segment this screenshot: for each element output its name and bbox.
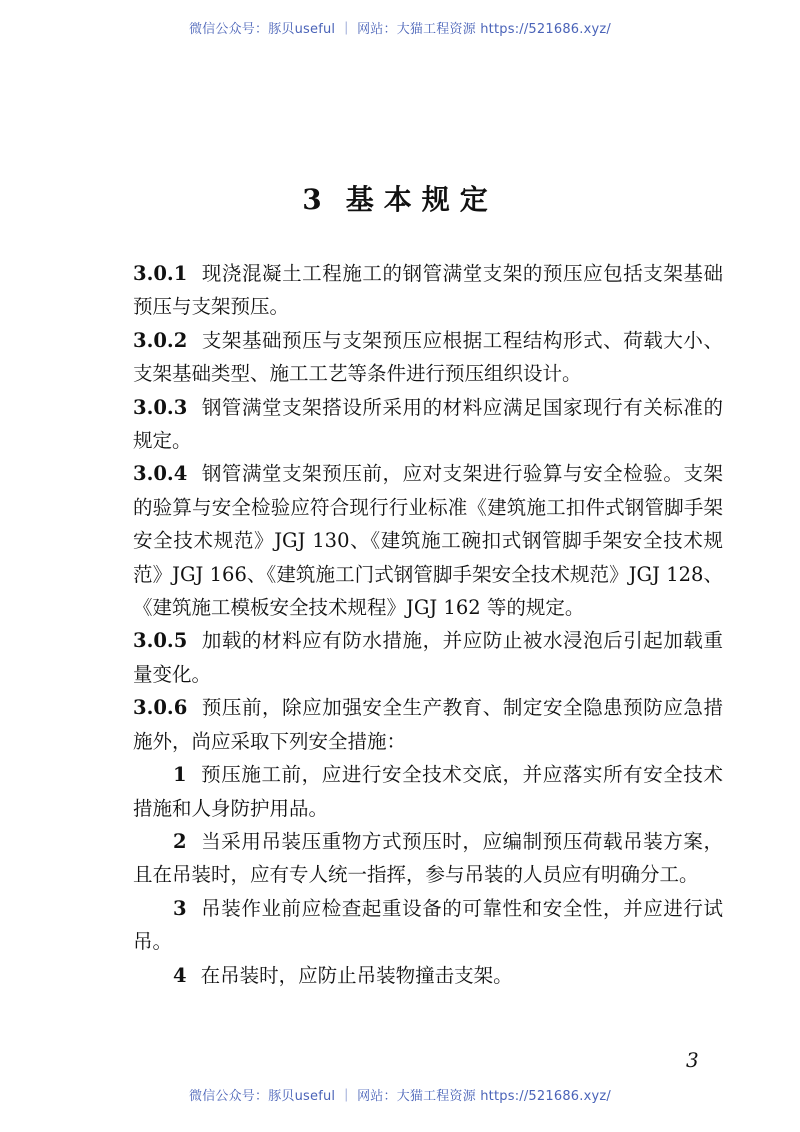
page-number: 3 <box>686 1048 699 1072</box>
list-item <box>133 959 723 992</box>
clause-3-0-3 <box>133 391 723 458</box>
chapter-title-text: 基本规定 <box>345 183 498 216</box>
item-number: 4 <box>173 963 187 987</box>
clause-3-0-1 <box>133 257 723 324</box>
chapter-number: 3 <box>302 183 332 216</box>
clause-number: 3.0.6 <box>133 696 188 720</box>
clause-number: 3.0.5 <box>133 629 188 653</box>
list-item <box>133 758 723 825</box>
item-number: 2 <box>173 829 187 853</box>
clause-3-0-2 <box>133 324 723 391</box>
clause-text: 加载的材料应有防水措施，并应防止被水浸泡后引起加载重量变化。 <box>133 629 723 686</box>
item-text: 预压施工前，应进行安全技术交底，并应落实所有安全技术措施和人身防护用品。 <box>133 763 723 820</box>
clause-text: 支架基础预压与支架预压应根据工程结构形式、荷载大小、支架基础类型、施工工艺等条件进行预压组织设计。 <box>133 328 723 386</box>
item-text: 在吊装时，应防止吊装物撞击支架。 <box>200 963 513 987</box>
clause-text: 钢管满堂支架预压前，应对支架进行验算与安全检验。支架的验算与安全检验应符合现行行业标准《建筑施工扣件式钢管脚手架安全技术规范》JGJ 130、《建筑施工碗扣式钢管脚手架安全技术规范》JGJ 166、《建筑施工门式钢管脚手架安全技术规范》JGJ 128、《建筑施工模板安全技术规程》JGJ 162 等的规定。 <box>133 462 723 620</box>
watermark-bottom: 微信公众号：豚贝useful ｜ 网站：大猫工程资源 https://521686.xyz/ <box>189 1089 611 1104</box>
clause-number: 3.0.4 <box>133 462 188 486</box>
clause-number: 3.0.3 <box>133 395 188 419</box>
item-text: 吊装作业前应检查起重设备的可靠性和安全性，并应进行试吊。 <box>133 896 723 954</box>
item-number: 3 <box>173 896 187 920</box>
list-item <box>133 825 723 892</box>
clause-text: 预压前，除应加强安全生产教育、制定安全隐患预防应急措施外，尚应采取下列安全措施： <box>133 696 723 753</box>
watermark-top: 微信公众号：豚贝useful ｜ 网站：大猫工程资源 https://521686.xyz/ <box>189 22 611 37</box>
list-item <box>133 892 723 959</box>
item-number: 1 <box>173 763 187 787</box>
clause-text: 现浇混凝土工程施工的钢管满堂支架的预压应包括支架基础预压与支架预压。 <box>133 262 723 319</box>
chapter-title <box>0 178 800 218</box>
clause-number: 3.0.2 <box>133 328 188 352</box>
clause-3-0-5 <box>133 624 723 691</box>
clause-3-0-6 <box>133 691 723 758</box>
clause-list <box>133 257 723 992</box>
clause-number: 3.0.1 <box>133 262 188 285</box>
clause-3-0-4 <box>133 457 723 624</box>
clause-text: 钢管满堂支架搭设所采用的材料应满足国家现行有关标准的规定。 <box>133 395 723 453</box>
item-text: 当采用吊装压重物方式预压时，应编制预压荷载吊装方案，且在吊装时，应有专人统一指挥，参与吊装的人员应有明确分工。 <box>133 829 723 887</box>
